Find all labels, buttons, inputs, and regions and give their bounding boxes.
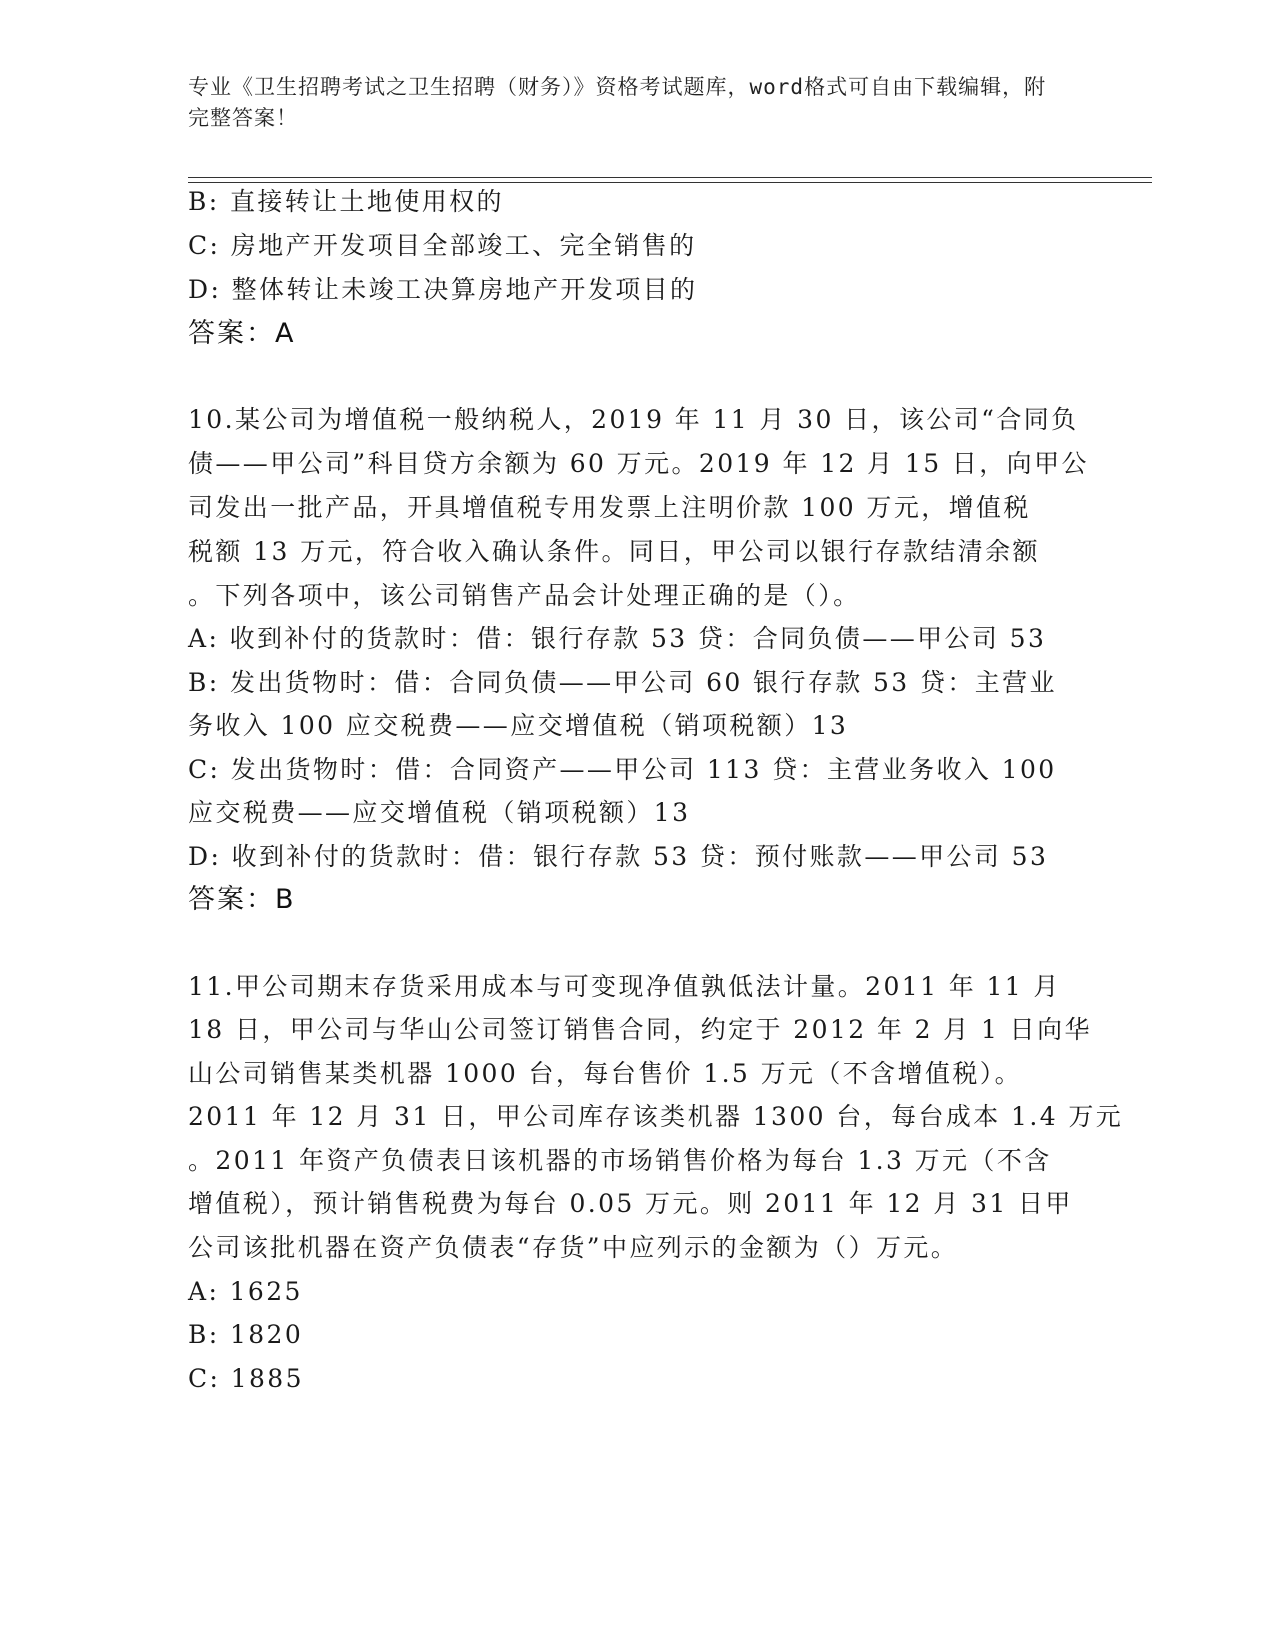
q10-option-c: C: 发出货物时：借：合同资产——甲公司 113 贷：主营业务收入 100 — [188, 755, 1057, 784]
q11-stem-line: 增值税），预计销售税费为每台 0.05 万元。则 2011 年 12 月 31 日甲 — [188, 1189, 1073, 1218]
header-divider-top — [188, 177, 1152, 178]
q11-stem-line: 18 日，甲公司与华山公司签订销售合同，约定于 2012 年 2 月 1 日向华 — [188, 1015, 1092, 1044]
q10-option-d: D: 收到补付的货款时：借：银行存款 53 贷：预付账款——甲公司 53 — [188, 842, 1049, 871]
q10-stem-line: 司发出一批产品，开具增值税专用发票上注明价款 100 万元，增值税 — [188, 493, 1031, 522]
q11-stem-line: 2011 年 12 月 31 日，甲公司库存该类机器 1300 台，每台成本 1.4 万元 — [188, 1102, 1124, 1131]
q10-answer: 答案：B — [188, 884, 296, 915]
q10-option-c-cont: 应交税费——应交增值税（销项税额）13 — [188, 798, 691, 827]
page-header: 专业《卫生招聘考试之卫生招聘（财务）》资格考试题库，word格式可自由下载编辑，附完整答案！ — [188, 75, 1047, 130]
q10-option-b-cont: 务收入 100 应交税费——应交增值税（销项税额）13 — [188, 711, 849, 740]
q10-stem-line: 债——甲公司”科目贷方余额为 60 万元。2019 年 12 月 15 日，向甲公 — [188, 449, 1089, 478]
q10-option-a: A: 收到补付的货款时：借：银行存款 53 贷：合同负债——甲公司 53 — [188, 624, 1047, 653]
q9-option-d: D: 整体转让未竣工决算房地产开发项目的 — [188, 275, 698, 304]
q11-option-b: B: 1820 — [188, 1320, 304, 1349]
q9-option-c: C: 房地产开发项目全部竣工、完全销售的 — [188, 231, 697, 260]
q11-stem-line: 山公司销售某类机器 1000 台，每台售价 1.5 万元（不含增值税）。 — [188, 1059, 1023, 1088]
q10-stem-line: 税额 13 万元，符合收入确认条件。同日，甲公司以银行存款结清余额 — [188, 537, 1040, 566]
q11-option-a: A: 1625 — [188, 1277, 303, 1306]
q10-stem-line: 。下列各项中，该公司销售产品会计处理正确的是（）。 — [188, 581, 861, 610]
q11-stem-line: 。2011 年资产负债表日该机器的市场销售价格为每台 1.3 万元（不含 — [188, 1146, 1052, 1175]
q11-stem-line: 11.甲公司期末存货采用成本与可变现净值孰低法计量。2011 年 11 月 — [188, 972, 1061, 1001]
q10-stem-line: 10.某公司为增值税一般纳税人，2019 年 11 月 30 日，该公司“合同负 — [188, 405, 1079, 434]
q9-answer: 答案：A — [188, 318, 296, 349]
q11-option-c: C: 1885 — [188, 1364, 304, 1393]
q10-option-b: B: 发出货物时：借：合同负债——甲公司 60 银行存款 53 贷：主营业 — [188, 668, 1057, 697]
q9-option-b: B: 直接转让土地使用权的 — [188, 187, 504, 216]
q11-stem-line: 公司该批机器在资产负债表“存货”中应列示的金额为（）万元。 — [188, 1233, 959, 1262]
